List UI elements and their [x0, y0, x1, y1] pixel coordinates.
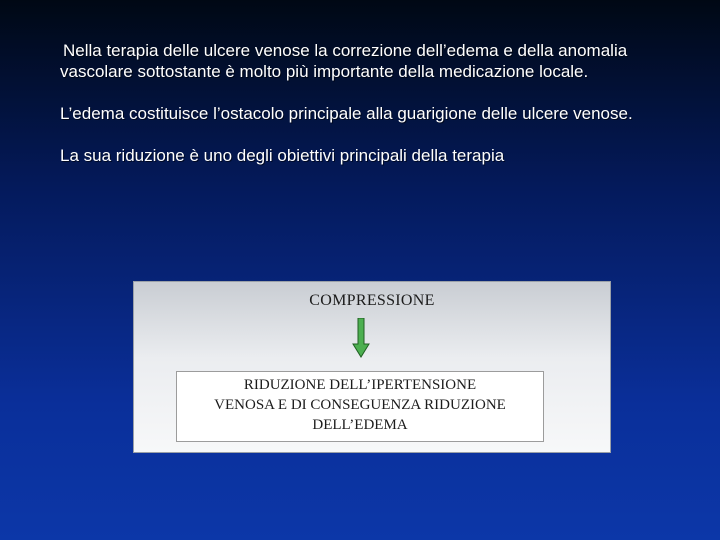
slide-body-text: [60, 40, 680, 187]
compression-label: COMPRESSIONE: [309, 292, 435, 309]
paragraph-reduction: La sua riduzione è uno degli obiettivi principali della terapia: [60, 146, 505, 165]
result-line-1: RIDUZIONE DELL’IPERTENSIONE: [243, 377, 477, 393]
paragraph-therapy: Nella terapia delle ulcere venose la correzione dell’edema e della anomalia vascolare sottostante è molto più importante della medicazione locale.: [60, 41, 628, 81]
paragraph-edema: L’edema costituisce l’ostacolo principale alla guarigione delle ulcere venose.: [60, 104, 633, 123]
result-line-3: DELL’EDEMA: [312, 417, 408, 433]
result-line-2: VENOSA E DI CONSEGUENZA RIDUZIONE: [214, 397, 506, 413]
result-box: [176, 371, 544, 442]
compression-diagram: [133, 281, 611, 453]
down-arrow-icon: [352, 318, 370, 358]
